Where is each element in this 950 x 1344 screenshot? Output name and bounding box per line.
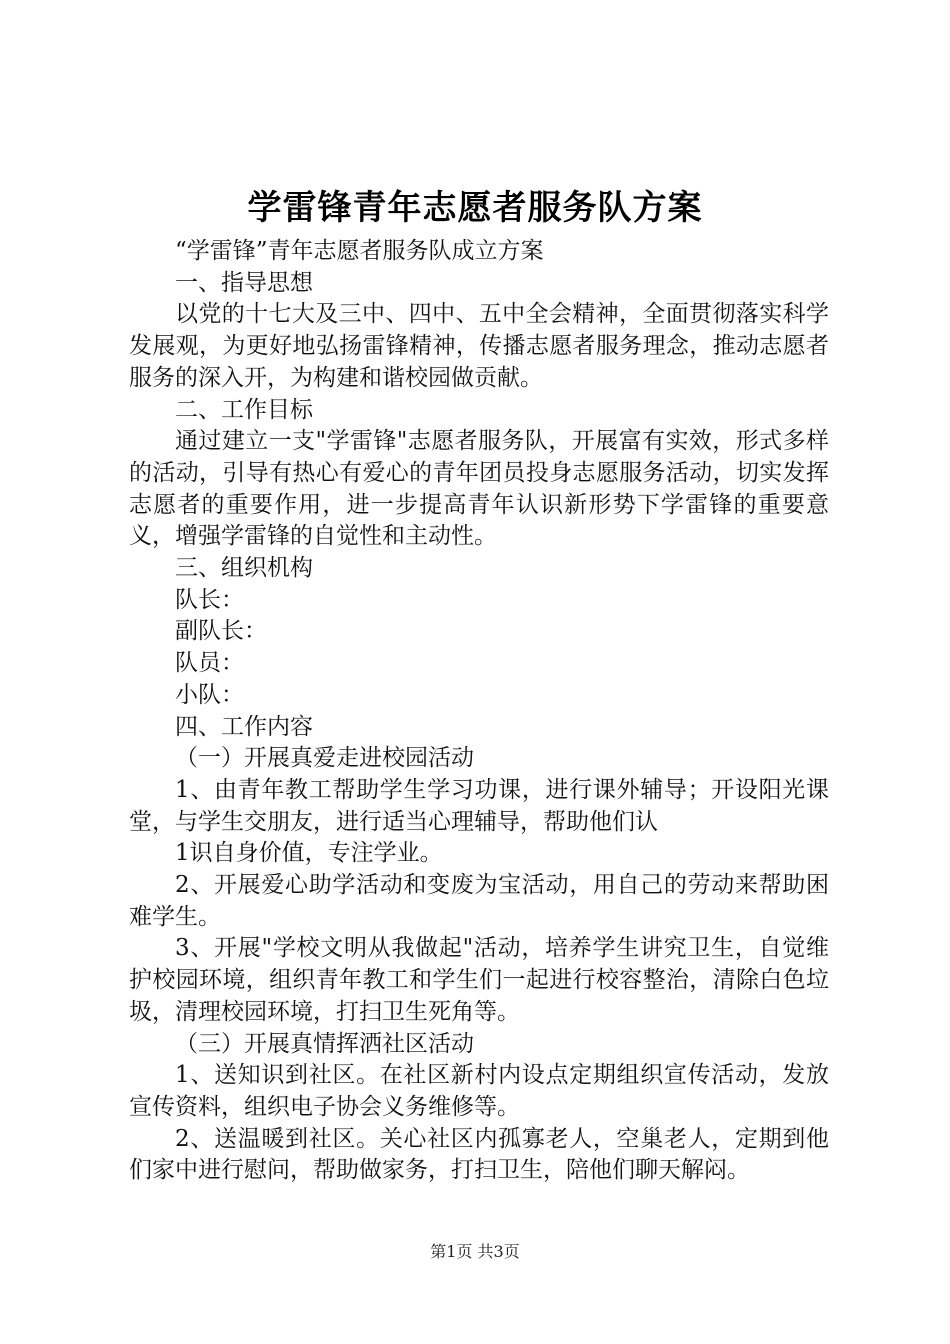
field-members: 队员： xyxy=(175,650,244,677)
subheading-campus-activity: （一）开展真爱走进校园活动 xyxy=(175,745,474,772)
field-vice-captain: 副队长： xyxy=(175,618,267,645)
heading-work-goal: 二、工作目标 xyxy=(175,396,313,423)
field-squad: 小队： xyxy=(175,681,244,708)
heading-organization: 三、组织机构 xyxy=(175,555,313,582)
field-captain: 队长： xyxy=(175,586,244,613)
paragraph-subtitle: “学雷锋”青年志愿者服务队成立方案 xyxy=(175,238,544,264)
subheading-community-activity: （三）开展真情挥洒社区活动 xyxy=(175,1030,474,1057)
heading-guiding-thought: 一、指导思想 xyxy=(175,269,313,296)
heading-work-content: 四、工作内容 xyxy=(175,713,313,740)
paragraph-item-1-continued: 1识自身价值，专注学业。 xyxy=(175,840,443,867)
paragraph-item-3: 3、开展"学校文明从我做起"活动，培养学生讲究卫生，自觉维护校园环境，组织青年教工和学生们一起进行校容整治，清除白色垃圾，清理校园环境，打扫卫生死角等。 xyxy=(129,935,829,1025)
document-title: 学雷锋青年志愿者服务队方案 xyxy=(247,188,703,228)
paragraph-work-goal: 通过建立一支"学雷锋"志愿者服务队，开展富有实效，形式多样的活动，引导有热心有爱心的青年团员投身志愿服务活动，切实发挥志愿者的重要作用，进一步提高青年认识新形势下学雷锋的重要意义，增强学雷锋的自觉性和主动性。 xyxy=(129,428,829,550)
paragraph-item-2: 2、开展爱心助学活动和变废为宝活动，用自己的劳动来帮助困难学生。 xyxy=(129,872,829,930)
paragraph-guiding-thought: 以党的十七大及三中、四中、五中全会精神，全面贯彻落实科学发展观，为更好地弘扬雷锋精神，传播志愿者服务理念，推动志愿者服务的深入开，为构建和谐校园做贡献。 xyxy=(129,301,829,391)
paragraph-item-1: 1、由青年教工帮助学生学习功课，进行课外辅导；开设阳光课堂，与学生交朋友，进行适当心理辅导，帮助他们认 xyxy=(129,776,829,835)
paragraph-community-item-2: 2、送温暖到社区。关心社区内孤寡老人，空巢老人，定期到他们家中进行慰问，帮助做家务，打扫卫生，陪他们聊天解闷。 xyxy=(129,1125,829,1184)
document-body xyxy=(129,236,829,1187)
paragraph-community-item-1: 1、送知识到社区。在社区新村内设点定期组织宣传活动，发放宣传资料，组织电子协会义务维修等。 xyxy=(129,1062,829,1120)
page-footer: 第1页 共3页 xyxy=(430,1242,520,1261)
